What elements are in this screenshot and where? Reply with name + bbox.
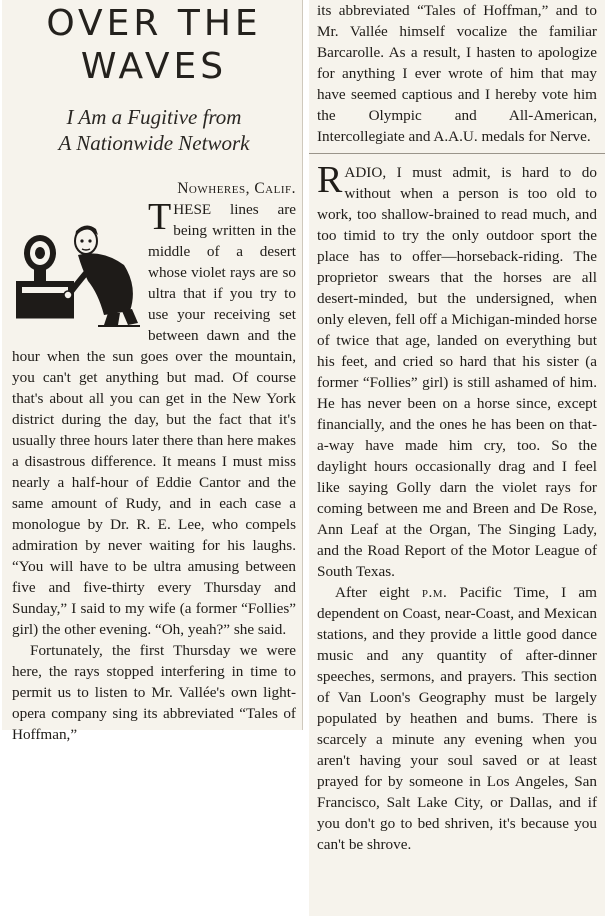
paragraph-fortunately-continued: its abbreviated “Tales of Hoffman,” and to Mr. Vallée himself vocalize the familiar Barcarolle. As a result, I hasten to apologize for anything I ever wrote of him that may have seemed captious and I hereby vote him the Olympic and All-American, Intercollegiate and A.A.U. medals for Nerve.	[317, 2, 597, 145]
final-paragraph-rest: Pacific Time, I am dependent on Coast, near-Coast, and Mexican stations, and they provide a little good dance music and any quantity of after-dinner speeches, sermons, and prayers. This section of Van Loon's Geography must be largely populated by heathen and bums. There is scarcely a minute any evening when you aren't having your soul saved or at least prayed for by someone in Los Angeles, San Francisco, Salt Lake City, or Dallas, and if you don't go to bed shriven, it's because you can't be shrove.	[317, 584, 597, 853]
subtitle-line-1: I Am a Fugitive from	[66, 105, 242, 129]
dateline: Nowheres, Calif.	[177, 180, 296, 197]
title-line-1: OVER THE	[46, 3, 262, 44]
radio-paragraph	[317, 159, 597, 582]
final-paragraph-start: After eight	[335, 584, 422, 601]
drop-cap-r: R	[317, 159, 343, 201]
time-abbreviation: p.m.	[421, 584, 448, 601]
left-column	[2, 0, 303, 743]
article-subtitle	[12, 104, 296, 156]
radio-paragraph-text: ADIO, I must admit, is hard to do without when a person is too old to work, too shallow-brained to read much, and too timid to try the only outdoor sport the place has to offer—horseback-riding. The proprietor swears that the horses are all desert-minded, but the undersigned, when only eleven, fell off a Michigan-minded horse of twice that age, landed on everything but his feet, and cried so hard that his sister (a former “Follies” girl) is still ashamed of him. He has never been on a horse since, except financially, and the ones he has been on that-a-way have made him cry, too. So the daylight hours occasionally drag and I feel like saying Golly darn the violet rays for coming between me and Breen and De Rose, Ann Leaf at the Organ, The Singing Lady, and the Road Report of the Motor League of South Texas.	[317, 164, 597, 580]
paragraph-fortunately-left: Fortunately, the first Thursday we were here, the rays stopped interfering in time to permit us to listen to Mr. Vallée's own light-opera company sing its abbreviated “Tales of Hoffman,”	[12, 642, 296, 743]
final-paragraph	[317, 582, 597, 855]
article-title	[12, 2, 296, 88]
radio-listener-illustration-icon	[12, 203, 142, 329]
title-line-2: WAVES	[80, 46, 228, 87]
lead-paragraph-text: HESE lines are being written in the middle of a desert whose violet rays are so ultra that if you try to use your receiving set between dawn and the hour when the sun goes over the mountain, you can't get anything but mad. Of course that's about all you can get in the New York district during the day, but the fact that it's usually three hours later there than here makes a disastrous difference. It means I must miss nearly a half-hour of Eddie Cantor and the same amount of Rudy, and in each case a monologue by Dr. R. E. Lee, who compels admiration by never waiting for his laughs. “You will have to be ultra amusing between five and five-thirty every Thursday and Sunday,” I said to my wife (a former “Follies” girl) the other evening. “Oh, yeah?” she said.	[12, 201, 296, 638]
lead-paragraph	[12, 196, 296, 640]
right-column	[309, 0, 605, 916]
drop-cap-t: T	[148, 196, 172, 238]
section-divider	[309, 153, 605, 154]
subtitle-line-2: A Nationwide Network	[58, 131, 250, 155]
